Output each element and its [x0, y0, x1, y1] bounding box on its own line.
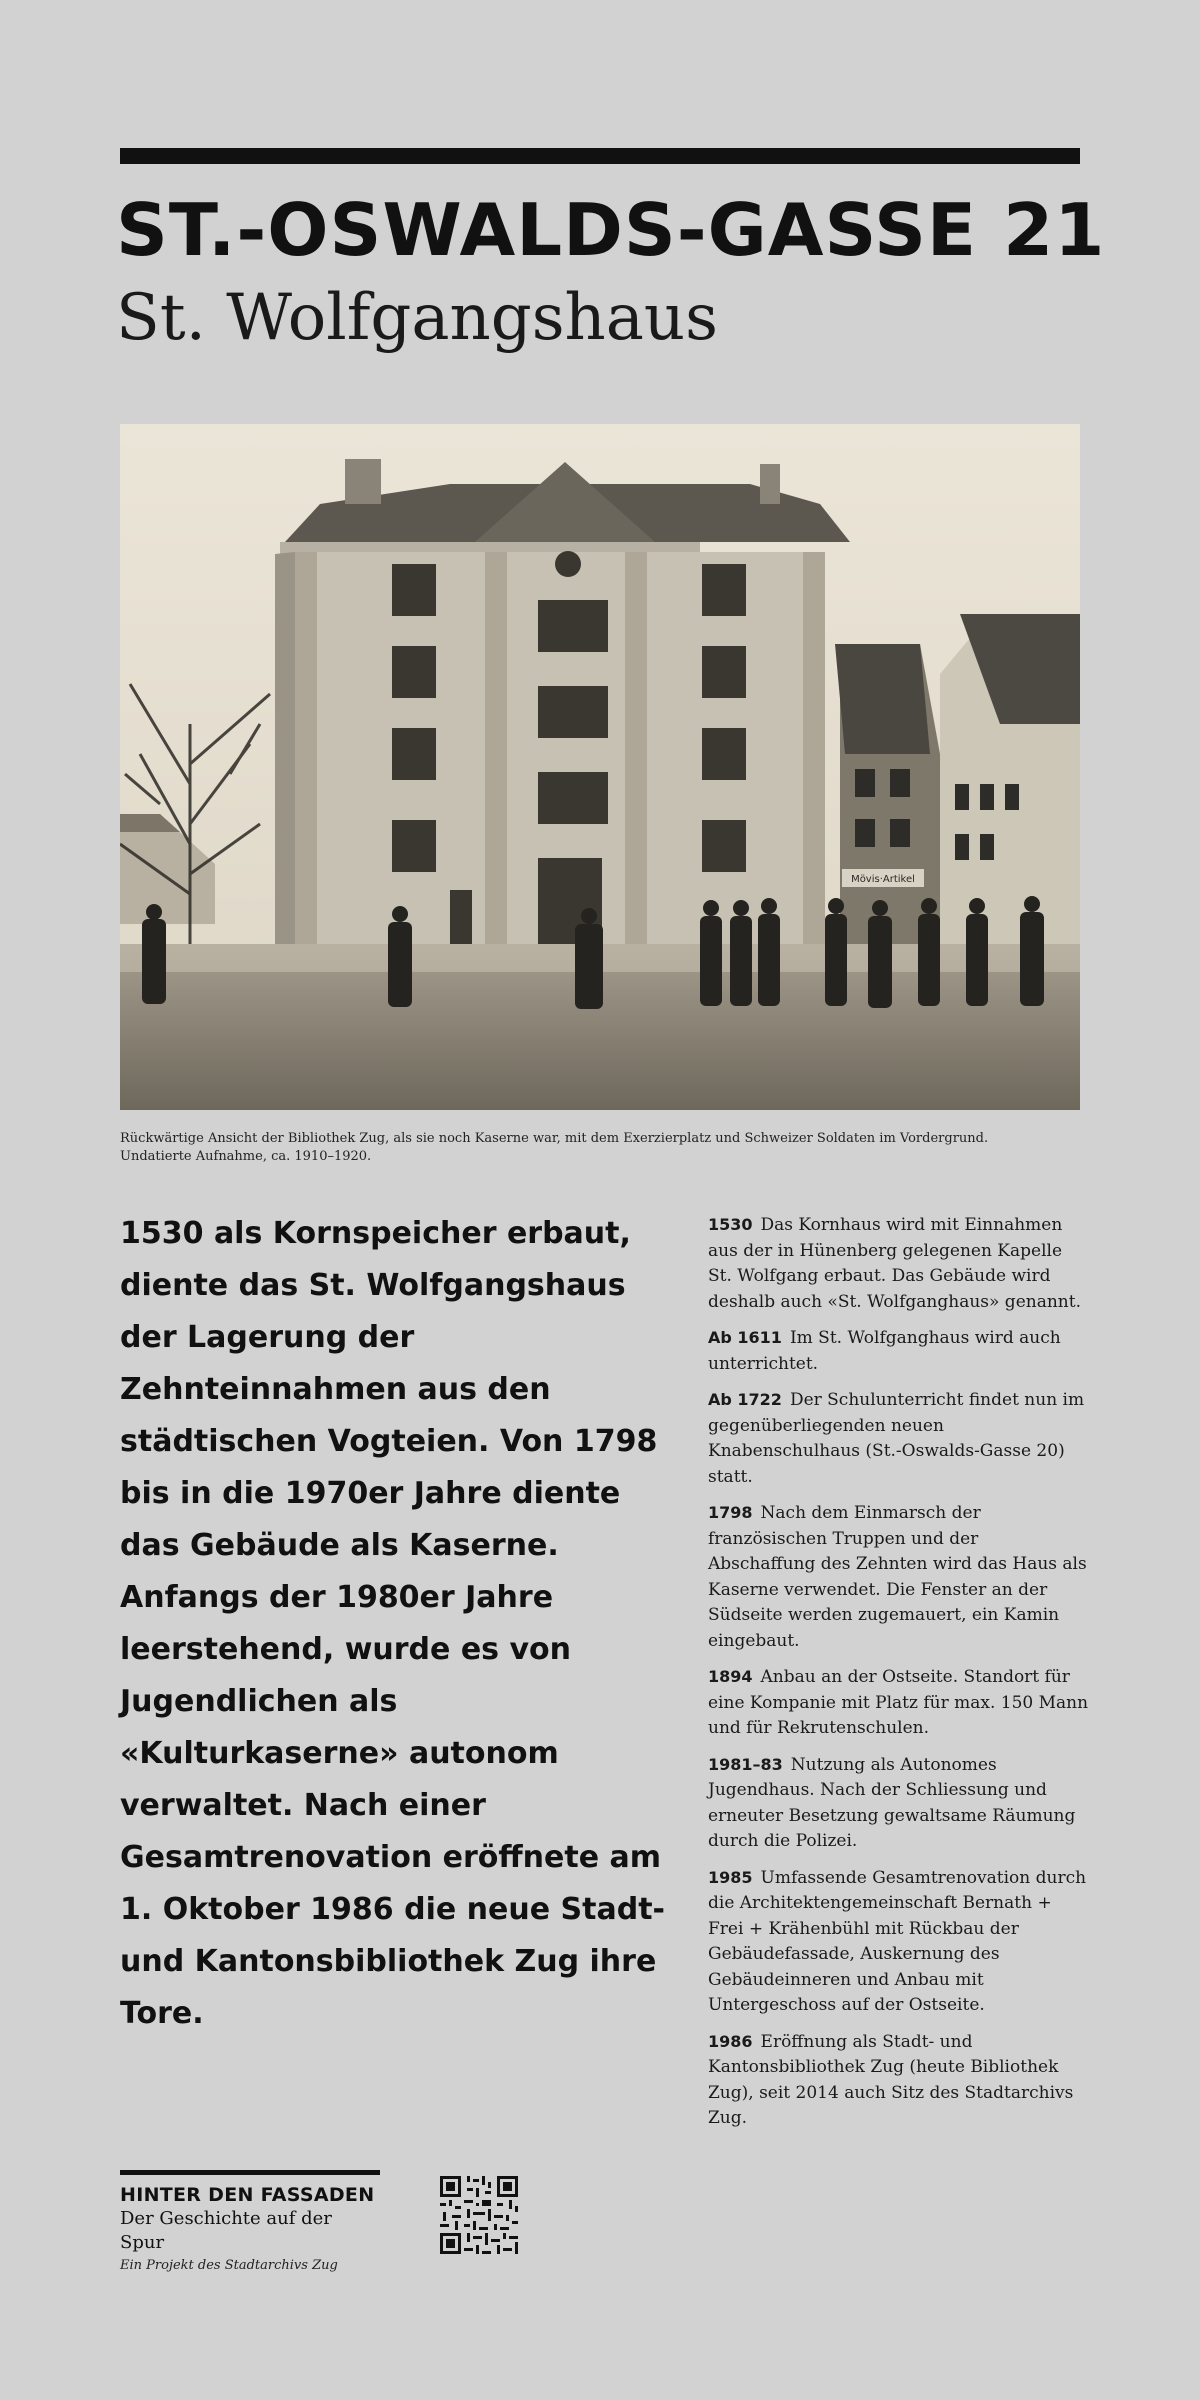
timeline-text: Das Kornhaus wird mit Einnahmen aus der in Hünenberg gelegenen Kapelle St. Wolfgang erbaut. Das Gebäude wird deshalb auch «St. Wolfganghaus» genannt.	[708, 1215, 1081, 1312]
timeline-year: Ab 1722	[708, 1390, 782, 1409]
timeline-year: 1981–83	[708, 1754, 783, 1774]
top-rule	[120, 148, 1080, 164]
timeline-entry	[708, 1387, 1090, 1490]
timeline-entry	[708, 2029, 1090, 2132]
timeline	[708, 1212, 1090, 2142]
lead-paragraph: 1530 als Kornspeicher erbaut, diente das St. Wolfgangshaus der Lagerung der Zehnteinnahmen aus den städtischen Vogteien. Von 1798 bis in die 1970er Jahre diente das Gebäude als Kaserne. Anfangs der 1980er Jahre leerstehend, wurde es von Jugendlichen als «Kulturkaserne» autonom verwaltet. Nach einer Gesamtrenovation eröffnete am 1. Oktober 1986 die neue Stadt- und Kantonsbibliothek Zug ihre Tore.	[120, 1216, 665, 2031]
timeline-entry	[708, 1664, 1090, 1742]
timeline-entry	[708, 1752, 1090, 1855]
shop-sign: Mövis·Artikel	[851, 874, 915, 885]
footer-title: HINTER DEN FASSADEN	[120, 2184, 375, 2206]
historic-photo	[120, 424, 1080, 1110]
timeline-year: 1798	[708, 1503, 753, 1522]
footer-subtitle: Der Geschichte auf der Spur	[120, 2208, 332, 2253]
timeline-text: Im St. Wolfganghaus wird auch unterrichtet.	[708, 1328, 1061, 1374]
timeline-year: 1985	[708, 1867, 753, 1887]
timeline-text: Anbau an der Ostseite. Standort für eine Kompanie mit Platz für max. 150 Mann und für Rekrutenschulen.	[708, 1667, 1089, 1738]
timeline-text: Nach dem Einmarsch der französischen Truppen und der Abschaffung des Zehnten wird das Haus als Kaserne verwendet. Die Fenster an der Südseite werden zugemauert, ein Kamin eingebaut.	[708, 1503, 1087, 1651]
timeline-text: Der Schulunterricht findet nun im gegenüberliegenden neuen Knabenschulhaus (St.-Oswalds-Gasse 20) statt.	[708, 1390, 1085, 1487]
footer-note: Ein Projekt des Stadtarchivs Zug	[120, 2258, 338, 2273]
caption-line: Rückwärtige Ansicht der Bibliothek Zug, als sie noch Kaserne war, mit dem Exerzierplatz und Schweizer Soldaten im Vordergrund.	[120, 1131, 989, 1146]
timeline-entry	[708, 1325, 1090, 1377]
footer-rule	[120, 2170, 380, 2175]
page-title: ST.-OSWALDS-GASSE 21	[116, 188, 1106, 272]
timeline-text: Nutzung als Autonomes Jugendhaus. Nach der Schliessung und erneuter Besetzung gewaltsame Räumung durch die Polizei.	[708, 1754, 1076, 1851]
timeline-entry	[708, 1500, 1090, 1654]
timeline-entry	[708, 1212, 1090, 1315]
caption-line: Undatierte Aufnahme, ca. 1910–1920.	[120, 1149, 372, 1164]
footer-brand	[120, 2170, 380, 2277]
timeline-year: 1986	[708, 2031, 753, 2051]
timeline-year: Ab 1611	[708, 1328, 782, 1347]
photo-caption	[120, 1130, 1080, 1166]
timeline-text: Umfassende Gesamtrenovation durch die Architektengemeinschaft Bernath + Frei + Krähenbühl mit Rückbau der Gebäudefassade, Auskernung des Gebäudeinneren und Anbau mit Untergeschoss auf der Ostseite.	[708, 1867, 1087, 2015]
qr-code[interactable]	[440, 2176, 518, 2254]
page-subtitle: St. Wolfgangshaus	[116, 281, 718, 355]
timeline-entry	[708, 1865, 1090, 2019]
timeline-text: Eröffnung als Stadt- und Kantonsbibliothek Zug (heute Bibliothek Zug), seit 2014 auch Sitz des Stadtarchivs Zug.	[708, 2031, 1074, 2128]
timeline-year: 1894	[708, 1667, 753, 1686]
timeline-year: 1530	[708, 1215, 753, 1234]
